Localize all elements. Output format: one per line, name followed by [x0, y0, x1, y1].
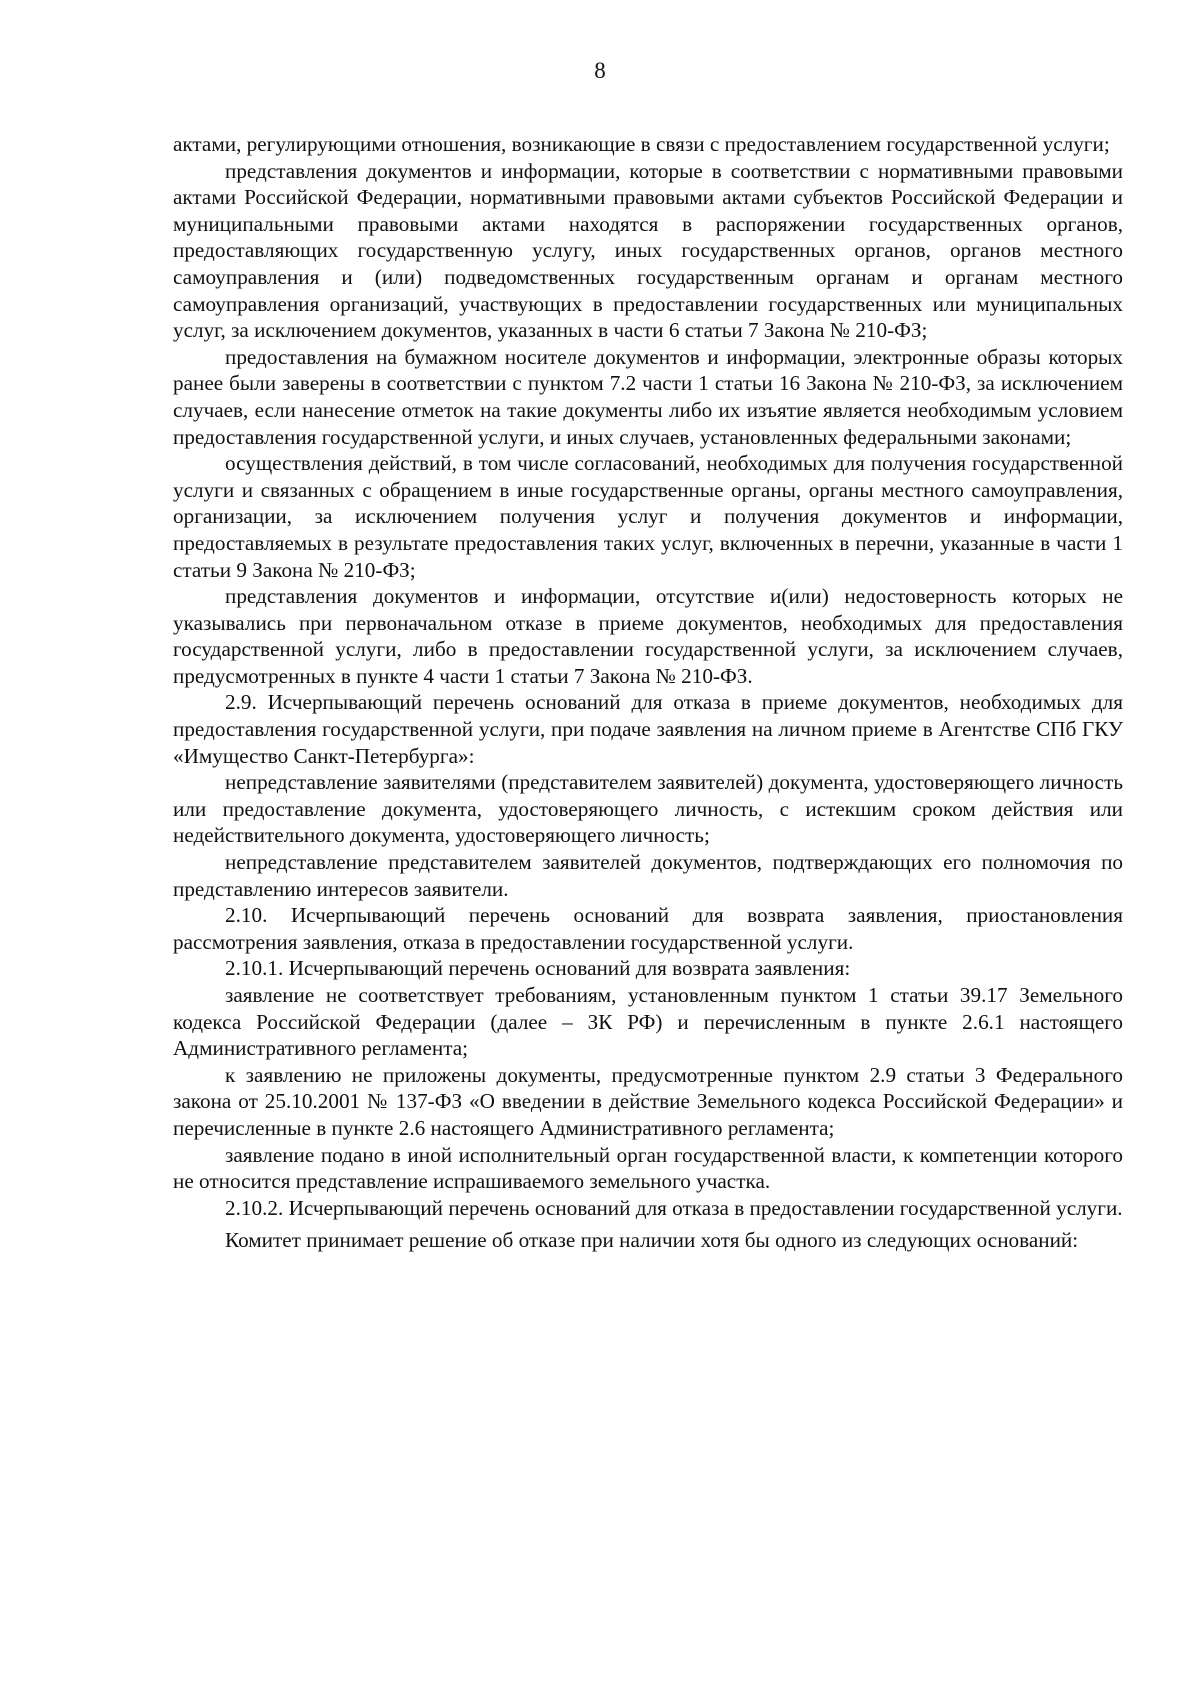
paragraph: представления документов и информации, отсутствие и(или) недостоверность которых не указывались при первоначальном отказе в приеме документов, необходимых для предоставления государственной услуги, либо в предоставлении государственной услуги, за исключением случаев, предусмотренных в пункте 4 части 1 статьи 7 Закона № 210-ФЗ. — [173, 584, 1123, 688]
paragraph: предоставления на бумажном носителе документов и информации, электронные образы которых ранее были заверены в соответствии с пунктом 7.2 части 1 статьи 16 Закона № 210-ФЗ, за исключением случаев, если нанесение отметок на такие документы либо их изъятие является необходимым условием предоставления государственной услуги, и иных случаев, установленных федеральными законами; — [173, 344, 1123, 449]
page-number: 8 — [594, 58, 606, 83]
paragraph: 2.10.2. Исчерпывающий перечень оснований для отказа в предоставлении государственной услуги. — [225, 1195, 1123, 1220]
paragraph: заявление не соответствует требованиям, установленным пунктом 1 статьи 39.17 Земельного кодекса Российской Федерации (далее – ЗК РФ) и перечисленным в пункте 2.6.1 настоящего Административного регламента; — [173, 983, 1123, 1061]
paragraph: 2.10.1. Исчерпывающий перечень оснований для возврата заявления: — [225, 956, 851, 981]
paragraph: непредставление представителем заявителей документов, подтверждающих его полномочия по представлению интересов заявители. — [173, 850, 1123, 901]
paragraph: непредставление заявителями (представителем заявителей) документа, удостоверяющего личность или предоставление документа, удостоверяющего личность, с истекшим сроком действия или недействительного документа, удостоверяющего личность; — [173, 770, 1123, 848]
paragraph: представления документов и информации, которые в соответствии с нормативными правовыми актами Российской Федерации, нормативными правовыми актами субъектов Российской Федерации и муниципальными правовыми актами находятся в распоряжении государственных органов, предоставляющих государственную услугу, иных государственных органов, органов местного самоуправления и (или) подведомственных государственным органам и органам местного самоуправления организаций, участвующих в предоставлении государственных или муниципальных услуг, за исключением документов, указанных в части 6 статьи 7 Закона № 210-ФЗ; — [173, 158, 1123, 343]
document-body — [173, 131, 1123, 1254]
paragraph: 2.9. Исчерпывающий перечень оснований для отказа в приеме документов, необходимых для предоставления государственной услуги, при подаче заявления на личном приеме в Агентстве СПб ГКУ «Имущество Санкт-Петербурга»: — [173, 690, 1123, 768]
paragraph: 2.10. Исчерпывающий перечень оснований для возврата заявления, приостановления рассмотрения заявления, отказа в предоставлении государственной услуги. — [173, 903, 1123, 954]
paragraph: к заявлению не приложены документы, предусмотренные пунктом 2.9 статьи 3 Федерального закона от 25.10.2001 № 137-ФЗ «О введении в действие Земельного кодекса Российской Федерации» и перечисленные в пункте 2.6 настоящего Административного регламента; — [173, 1062, 1123, 1140]
paragraph: Комитет принимает решение об отказе при наличии хотя бы одного из следующих оснований: — [225, 1228, 1079, 1253]
paragraph: заявление подано в иной исполнительный орган государственной власти, к компетенции которого не относится представление испрашиваемого земельного участка. — [173, 1142, 1123, 1194]
paragraph: актами, регулирующими отношения, возникающие в связи с предоставлением государственной услуги; — [173, 132, 1110, 156]
paragraph: осуществления действий, в том числе согласований, необходимых для получения государственной услуги и связанных с обращением в иные государственные органы, органы местного самоуправления, организации, за исключением получения услуг и получения документов и информации, предоставляемых в результате предоставления таких услуг, включенных в перечни, указанные в части 1 статьи 9 Закона № 210-ФЗ; — [173, 451, 1123, 582]
